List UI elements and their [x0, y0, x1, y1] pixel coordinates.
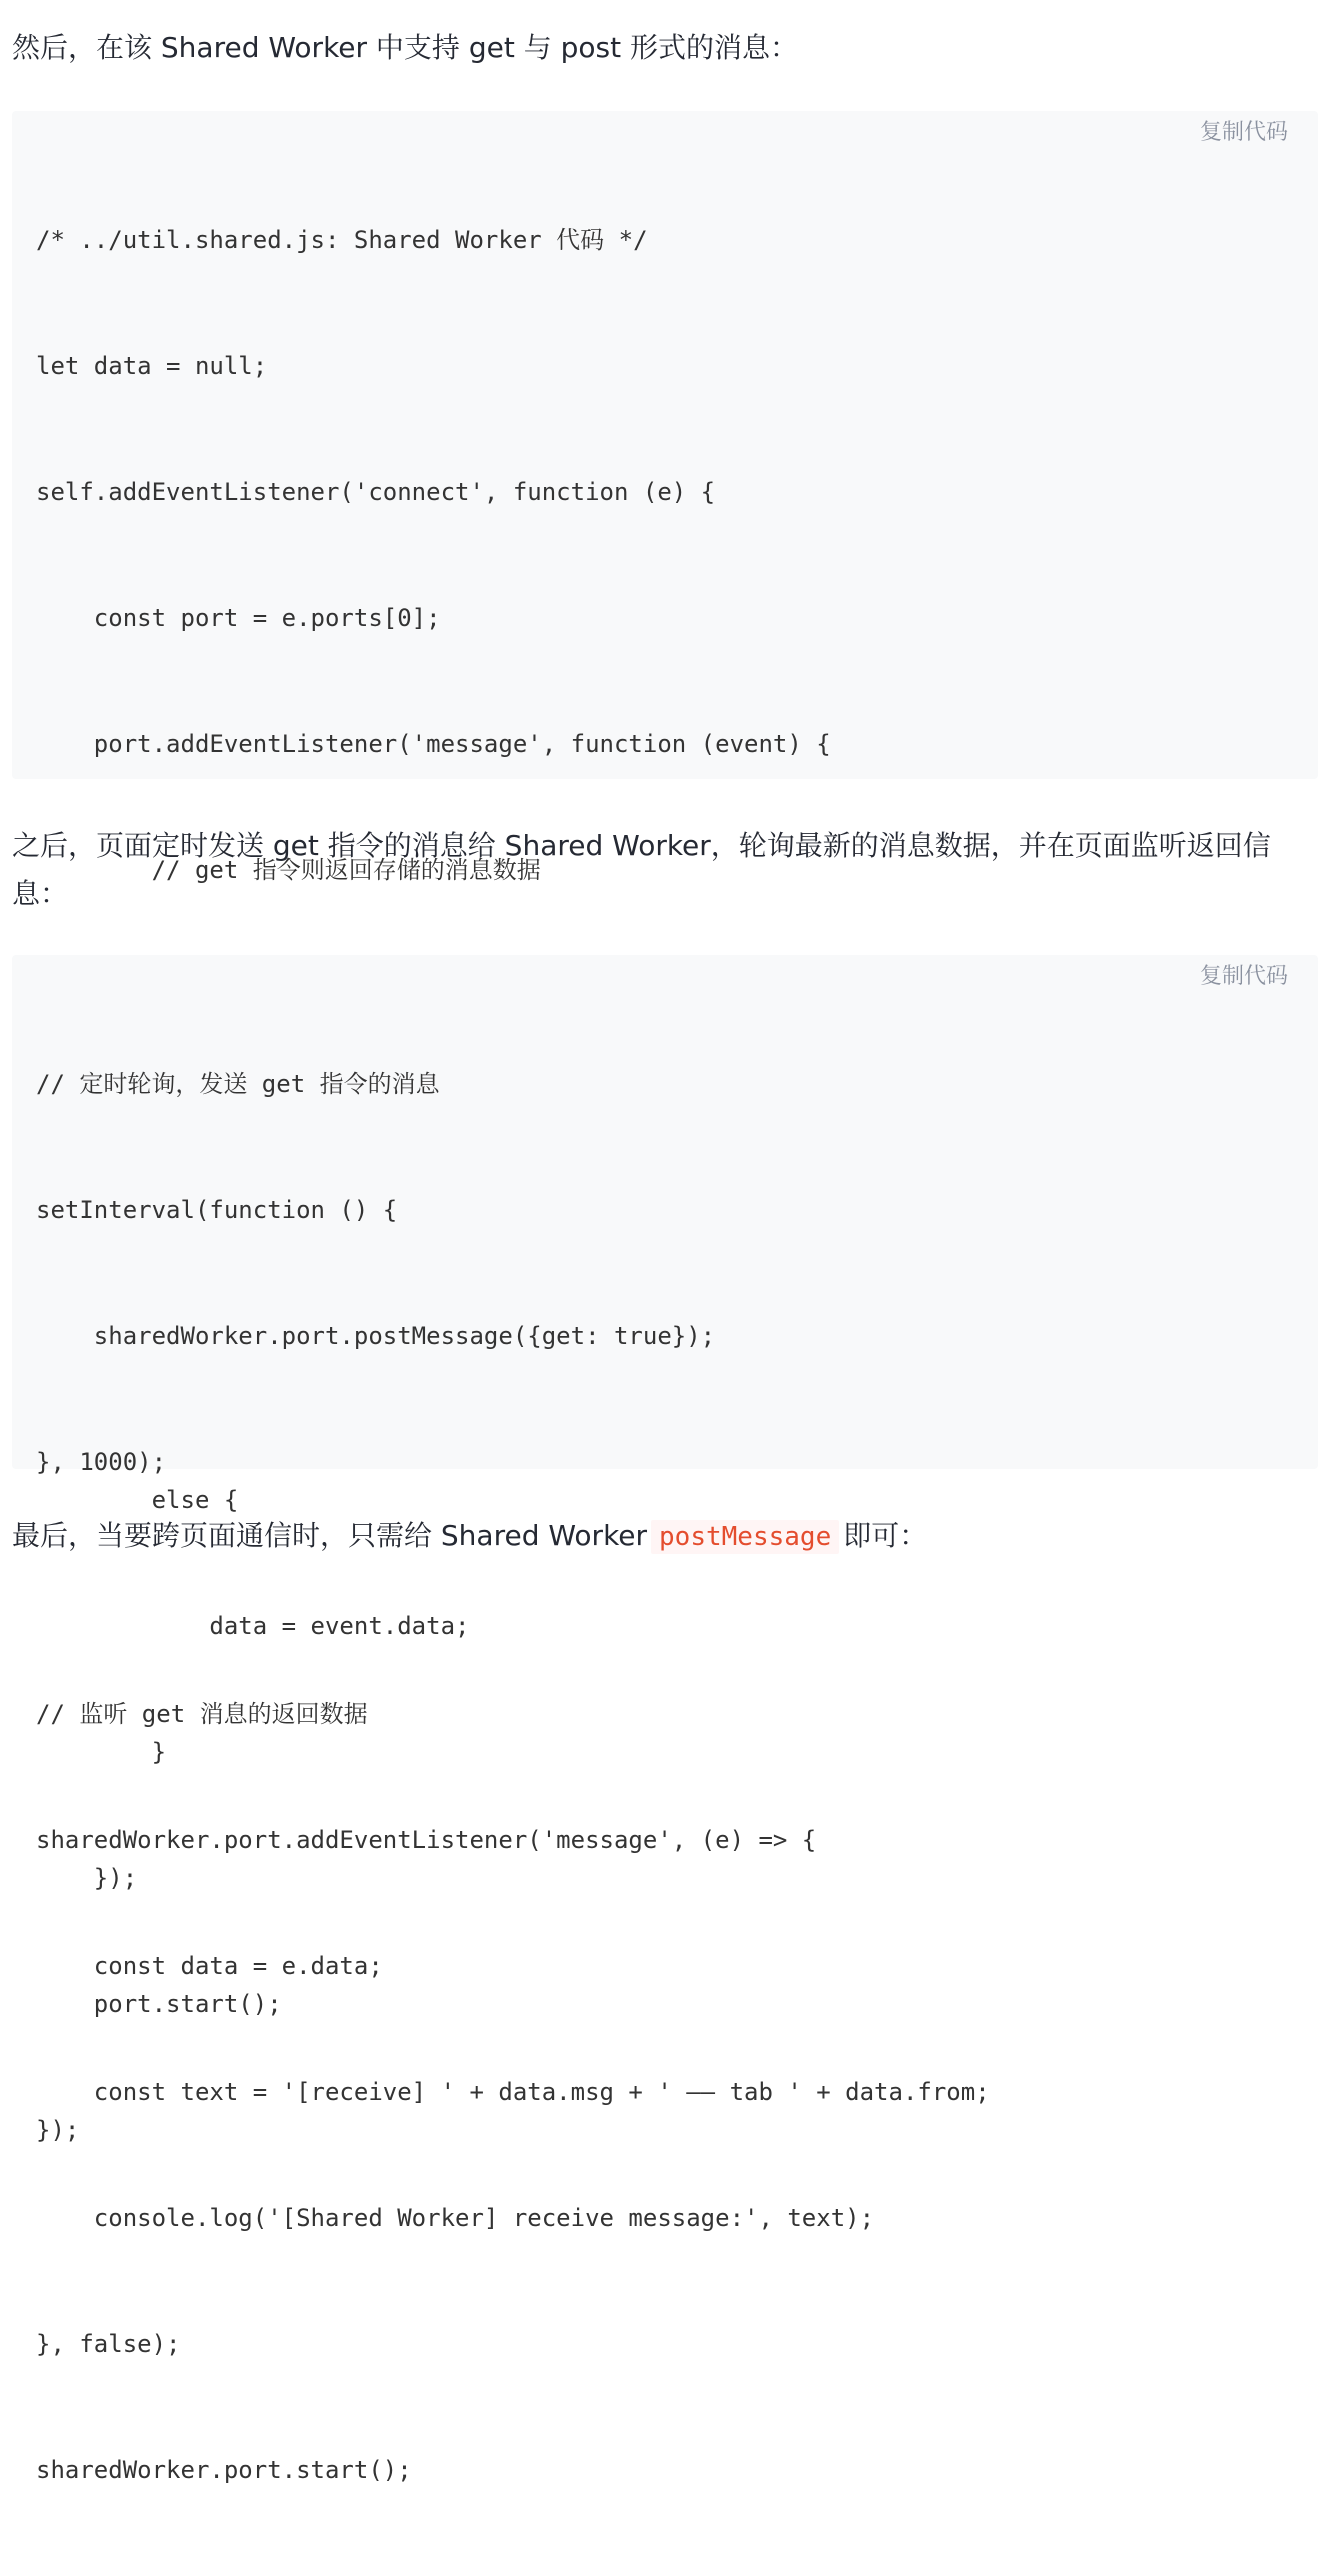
code-line: } — [36, 1738, 167, 1766]
code-line — [36, 1567, 990, 1609]
code-line: setInterval(function () { — [36, 1196, 398, 1224]
code-line: }, false); — [36, 2330, 181, 2358]
copy-code-button[interactable]: 复制代码 — [1199, 964, 1288, 989]
code-line: const text = '[receive] ' + data.msg + ' —— tab ' + data.from; — [36, 2078, 990, 2106]
paragraph-text: 最后，当要跨页面通信时，只需给 Shared Worker — [12, 1519, 648, 1552]
code-line: sharedWorker.port.postMessage({get: true}); — [36, 1322, 716, 1350]
paragraph-intro: 然后，在该 Shared Worker 中支持 get 与 post 形式的消息： — [12, 31, 798, 64]
code-line: /* ../util.shared.js: Shared Worker 代码 */ — [36, 226, 648, 254]
code-line: let data = null; — [36, 352, 268, 380]
code-line: // 监听 get 消息的返回数据 — [36, 1700, 368, 1728]
code-line: const port = e.ports[0]; — [36, 604, 441, 632]
code-line: else { — [36, 1486, 239, 1514]
code-line: // get 指令则返回存储的消息数据 — [36, 856, 541, 884]
code-line: const data = e.data; — [36, 1952, 383, 1980]
code-line: }, 1000); — [36, 1448, 167, 1476]
paragraph-text: 即可： — [843, 1519, 928, 1552]
inline-code: postMessage — [651, 1520, 839, 1554]
code-line: console.log('[Shared Worker] receive message:', text); — [36, 2204, 875, 2232]
paragraph-final — [12, 1512, 1312, 1561]
code-line: }); — [36, 2116, 80, 2144]
code-line: sharedWorker.port.addEventListener('message', (e) => { — [36, 1826, 817, 1854]
paragraph-polling: 之后，页面定时发送 get 指令的消息给 Shared Worker，轮询最新的消息数据，并在页面监听返回信息： — [12, 829, 1271, 910]
copy-code-button[interactable]: 复制代码 — [1199, 120, 1288, 145]
code-line: port.addEventListener('message', function (event) { — [36, 730, 831, 758]
code-content — [36, 979, 990, 2575]
code-line: data = event.data; — [36, 1612, 470, 1640]
code-line: // 定时轮询，发送 get 指令的消息 — [36, 1070, 440, 1098]
code-line: port.start(); — [36, 1990, 282, 2018]
code-line: self.addEventListener('connect', function (e) { — [36, 478, 716, 506]
code-line: }); — [36, 1864, 138, 1892]
code-line: sharedWorker.port.start(); — [36, 2456, 412, 2484]
